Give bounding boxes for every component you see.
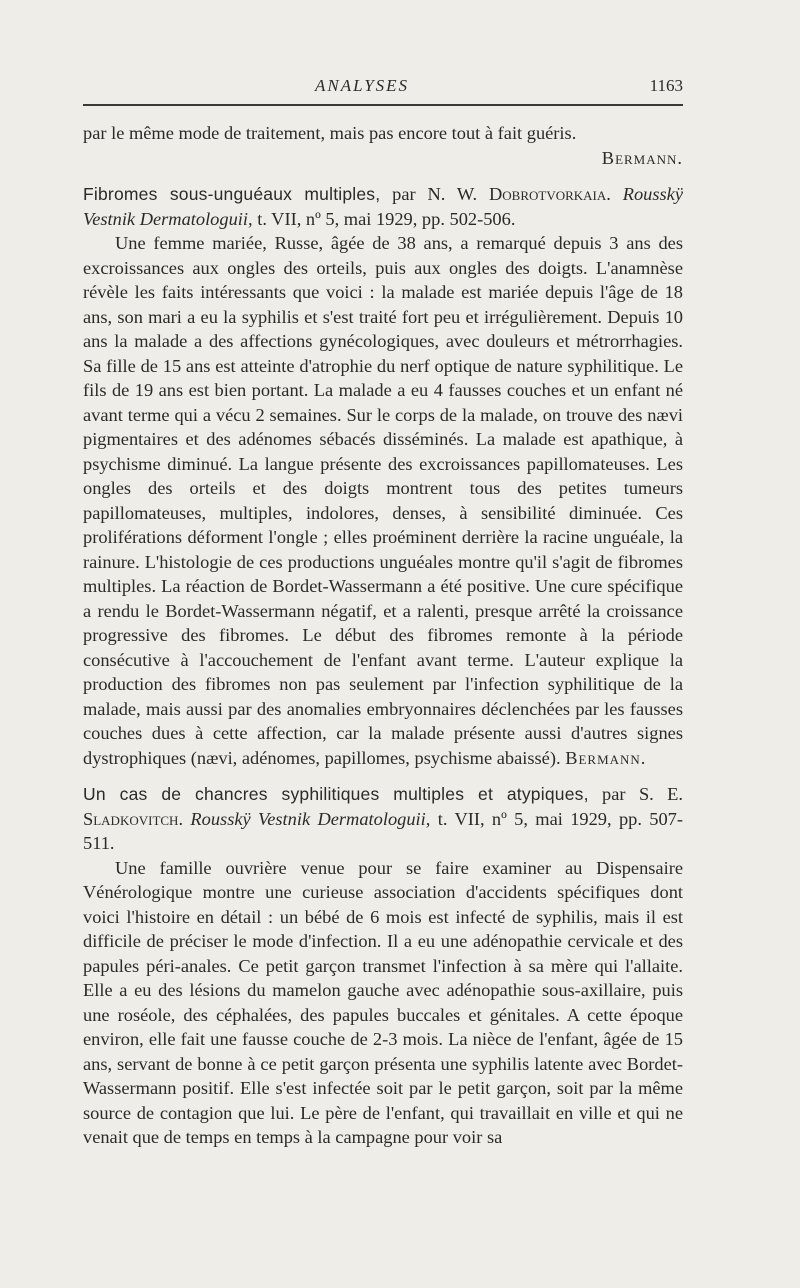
article1-citation: t. VII, nº 5, mai 1929, pp. 502-506. (257, 208, 516, 229)
page-number: 1163 (649, 76, 683, 95)
article2-title: Un cas de chancres syphilitiques multiples et atypiques, (83, 784, 589, 804)
article1-journal: Rousskÿ Vestnik Dermatologuii, (83, 184, 683, 229)
article1-title: Fibromes sous-unguéaux multiples, (83, 184, 381, 204)
fragment-signature: Bermann. (601, 147, 683, 168)
text-column (83, 121, 683, 1150)
article1-author: N. W. Dobrotvorkaia. (427, 184, 611, 204)
article2-by: par (602, 784, 626, 804)
header-rule (83, 104, 683, 106)
article2-journal: Rousskÿ Vestnik Dermatologuii, (190, 808, 431, 829)
running-title: ANALYSES (315, 76, 410, 95)
article1-body (83, 231, 683, 770)
running-header (83, 76, 683, 102)
article2-heading (83, 782, 683, 856)
article1-heading (83, 182, 683, 231)
fragment-paragraph: par le même mode de traitement, mais pas encore tout à fait guéris. (83, 123, 577, 143)
article1-body-text: Une femme mariée, Russe, âgée de 38 ans, a remarqué depuis 3 ans des excroissances aux ongles des orteils, puis aux ongles des doigts. L'anamnèse révèle les faits intéressants que voici : la malade est mariée depuis l'âge de 18 ans, son mari a eu la syphilis et s'est traité fort peu et irrégulièrement. Depuis 10 ans la malade a des affections gynécologiques, avec douleurs et métrorrhagies. Sa fille de 15 ans est atteinte d'atrophie du nerf optique de nature syphilitique. Le fils de 19 ans est bien portant. La malade a eu 4 fausses couches et un enfant né avant terme qui a vécu 2 semaines. Sur le corps de la malade, on trouve des nævi pigmentaires et des adénomes sébacés disséminés. La malade est apathique, à psychisme diminué. La langue présente des excroissances papillomateuses. Les ongles des orteils et des doigts montrent tous des petites tumeurs papillomateuses, multiples, indolores, denses, à sensibilité diminuée. Ces proliférations déforment l'ongle ; elles proéminent derrière la racine unguéale, la rainure. L'histologie de ces productions unguéales montre qu'il s'agit de fibromes multiples. La réaction de Bordet-Wassermann a été positive. Une cure spécifique a rendu le Bordet-Wassermann négatif, et a ralenti, presque arrêté la croissance progressive des fibromes. Le début des fibromes remonte à la période consécutive à l'accouchement de l'enfant avant terme. L'auteur explique la production des fibromes non pas seulement par l'infection syphilitique de la malade, mais aussi par des anomalies embryonnaires déclenchées par les fausses couches dues à cette affection, car la malade présente aussi d'autres signes dystrophiques (nævi, adénomes, papillomes, psychisme abaissé). (83, 233, 683, 768)
article1-signature: Bermann. (565, 747, 647, 768)
article2-body: Une famille ouvrière venue pour se faire examiner au Dispensaire Vénérologique montre une curieuse association d'accidents spécifiques dont voici l'histoire en détail : un bébé de 6 mois est infecté de syphilis, mais il est difficile de préciser le mode d'infection. Il a eu une adénopathie cervicale et des papules péri-anales. Ce petit garçon transmet l'infection à sa mère qui l'allaite. Elle a eu des lésions du mamelon gauche avec adénopathie sous-axillaire, puis une roséole, des céphalées, des papules buccales et génitales. A cette époque environ, elle fait une fausse couche de 2-3 mois. La nièce de l'enfant, âgée de 15 ans, servant de bonne à ce petit garçon présenta une syphilis latente avec Bordet-Wassermann positif. Elle s'est infectée soit par le petit garçon, soit par la même source de contagion que lui. Le père de l'enfant, qui travaillait en ville et qui ne venait que de temps en temps à la campagne pour voir sa (83, 857, 683, 1147)
article2-citation: t. VII, nº 5, mai 1929, pp. 507-511. (83, 808, 683, 853)
article2-author: S. E. Sladkovitch. (83, 784, 683, 829)
article1-by: par (392, 184, 416, 204)
